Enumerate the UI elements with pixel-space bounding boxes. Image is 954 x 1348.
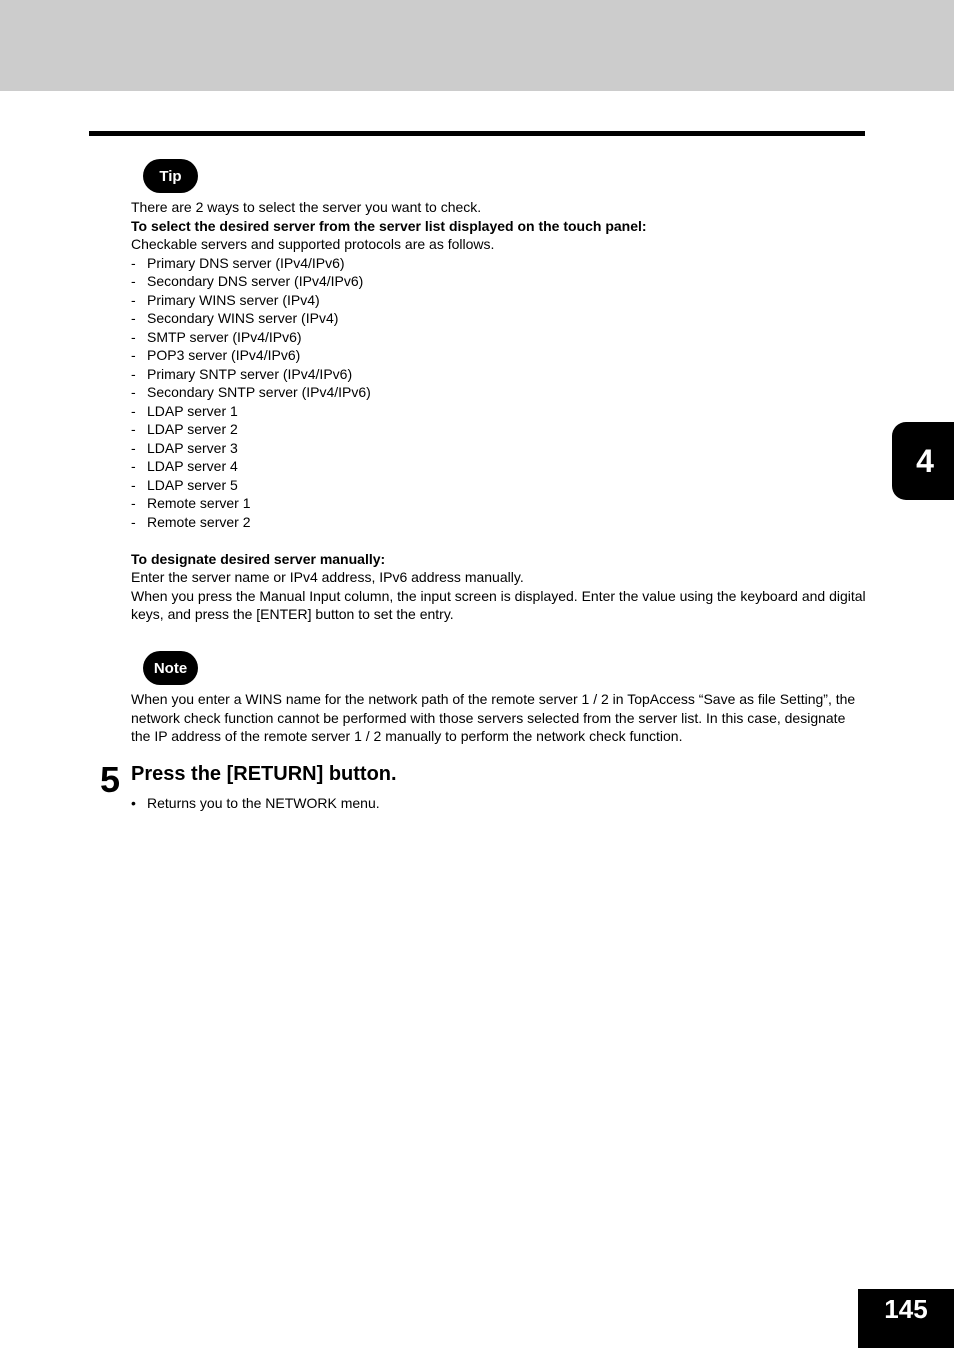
list-item: - Remote server 2 xyxy=(131,513,866,532)
bullet-icon: • xyxy=(131,795,136,811)
list-item: - LDAP server 4 xyxy=(131,457,866,476)
note-content xyxy=(131,690,866,746)
section-rule xyxy=(89,131,865,136)
tip-badge: Tip xyxy=(143,159,198,193)
list-item: - LDAP server 2 xyxy=(131,420,866,439)
list-item: - Secondary WINS server (IPv4) xyxy=(131,309,866,328)
list-item: - Secondary DNS server (IPv4/IPv6) xyxy=(131,272,866,291)
page-number: 145 xyxy=(858,1289,954,1348)
list-item: - LDAP server 1 xyxy=(131,402,866,421)
manual-line-1: Enter the server name or IPv4 address, IPv6 address manually. xyxy=(131,569,524,585)
manual-heading: To designate desired server manually: xyxy=(131,550,386,567)
note-badge: Note xyxy=(143,651,198,685)
list-heading: To select the desired server from the server list displayed on the touch panel: xyxy=(131,217,647,234)
header-band xyxy=(0,0,954,91)
tip-content xyxy=(131,198,866,624)
manual-line-2: When you press the Manual Input column, the input screen is displayed. Enter the value using the keyboard and digital keys, and press the [ENTER] button to set the entry. xyxy=(131,587,866,622)
step-title: Press the [RETURN] button. xyxy=(131,763,397,785)
chapter-tab: 4 xyxy=(892,422,954,500)
step-number: 5 xyxy=(100,759,121,800)
server-list xyxy=(131,254,866,532)
list-item: - POP3 server (IPv4/IPv6) xyxy=(131,346,866,365)
list-item: - Primary WINS server (IPv4) xyxy=(131,291,866,310)
tip-intro: There are 2 ways to select the server you want to check. xyxy=(131,199,482,215)
list-intro: Checkable servers and supported protocols are as follows. xyxy=(131,236,495,252)
list-item: - Remote server 1 xyxy=(131,494,866,513)
list-item: - SMTP server (IPv4/IPv6) xyxy=(131,328,866,347)
list-item: - Secondary SNTP server (IPv4/IPv6) xyxy=(131,383,866,402)
note-text: When you enter a WINS name for the network path of the remote server 1 / 2 in TopAccess “Save as file Setting”, the network check function cannot be performed with those servers selected from the server list. In this case, designate the IP address of the remote server 1 / 2 manually to perform the network check function. xyxy=(131,691,856,744)
list-item: - Primary DNS server (IPv4/IPv6) xyxy=(131,254,866,273)
list-item: - Primary SNTP server (IPv4/IPv6) xyxy=(131,365,866,384)
list-item: - LDAP server 3 xyxy=(131,439,866,458)
step-bullet xyxy=(131,794,380,812)
list-item: - LDAP server 5 xyxy=(131,476,866,495)
step-bullet-text: Returns you to the NETWORK menu. xyxy=(147,795,380,811)
